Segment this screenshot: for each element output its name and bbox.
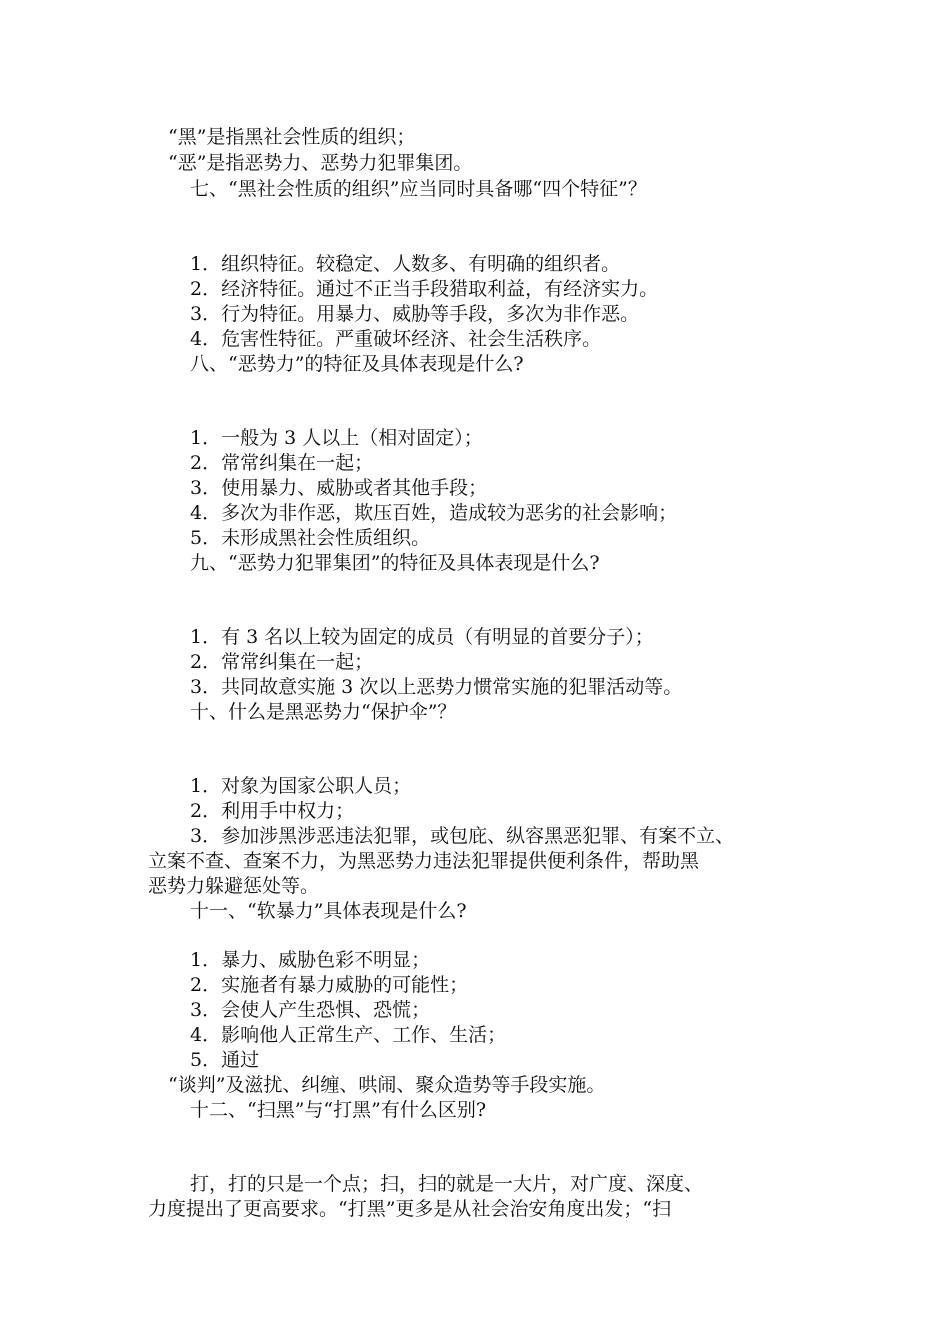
list-item-8-4: 4．多次为非作恶，欺压百姓，造成较为恶劣的社会影响；: [190, 502, 678, 524]
heading-section-9: 九、“恶势力犯罪集团”的特征及具体表现是什么?: [190, 552, 600, 574]
list-item-10-2: 2．利用手中权力；: [190, 800, 355, 822]
paragraph-12-line-1: 打，打的只是一个点；扫，扫的就是一大片，对广度、深度、: [190, 1173, 704, 1195]
list-item-8-3: 3．使用暴力、威胁或者其他手段；: [190, 477, 488, 499]
text-line-hei-definition: “黑”是指黑社会性质的组织；: [168, 126, 416, 148]
list-item-7-2: 2．经济特征。通过不正当手段猎取利益，有经济实力。: [190, 278, 659, 300]
list-item-11-1: 1．暴力、威胁色彩不明显；: [190, 949, 431, 971]
list-item-7-3: 3．行为特征。用暴力、威胁等手段，多次为非作恶。: [190, 303, 640, 325]
list-item-11-5-cont: “谈判”及滋扰、纠缠、哄闹、聚众造势等手段实施。: [168, 1074, 606, 1096]
text-line-e-definition: “恶”是指恶势力、恶势力犯罪集团。: [168, 152, 473, 174]
list-item-9-3: 3．共同故意实施 3 次以上恶势力惯常实施的犯罪活动等。: [190, 676, 683, 698]
paragraph-12-line-2: 力度提出了更高要求。“打黑”更多是从社会治安角度出发；“扫: [148, 1198, 672, 1220]
list-item-7-4: 4．危害性特征。严重破坏经济、社会生活秩序。: [190, 328, 602, 350]
heading-section-11: 十一、“软暴力”具体表现是什么?: [190, 900, 467, 922]
list-item-10-3-cont-2: 恶势力躲避惩处等。: [148, 875, 320, 897]
heading-section-10: 十、什么是黑恶势力“保护伞”？: [190, 701, 457, 723]
list-item-10-3: 3．参加涉黑涉恶违法犯罪，或包庇、纵容黑恶犯罪、有案不立、: [190, 825, 735, 847]
list-item-11-4: 4．影响他人正常生产、工作、生活；: [190, 1024, 507, 1046]
heading-section-7: 七、“黑社会性质的组织”应当同时具备哪“四个特征”？: [190, 178, 647, 200]
list-item-10-1: 1．对象为国家公职人员；: [190, 775, 412, 797]
list-item-9-1: 1．有 3 名以上较为固定的成员（有明显的首要分子）；: [190, 626, 654, 648]
list-item-7-1: 1．组织特征。较稳定、人数多、有明确的组织者。: [190, 253, 621, 275]
list-item-11-2: 2．实施者有暴力威胁的可能性；: [190, 974, 469, 996]
list-item-8-2: 2．常常纠集在一起；: [190, 452, 374, 474]
list-item-10-3-cont-1: 立案不查、查案不力，为黑恶势力违法犯罪提供便利条件，帮助黑: [148, 850, 700, 872]
list-item-11-5: 5．通过: [190, 1049, 260, 1071]
list-item-11-3: 3．会使人产生恐惧、恐慌；: [190, 999, 431, 1021]
list-item-9-2: 2．常常纠集在一起；: [190, 651, 374, 673]
list-item-8-1: 1．一般为 3 人以上（相对固定）；: [190, 427, 483, 449]
list-item-8-5: 5．未形成黑社会性质组织。: [190, 527, 431, 549]
heading-section-12: 十二、“扫黑”与“打黑”有什么区别?: [190, 1099, 487, 1121]
heading-section-8: 八、“恶势力”的特征及具体表现是什么?: [190, 353, 524, 375]
